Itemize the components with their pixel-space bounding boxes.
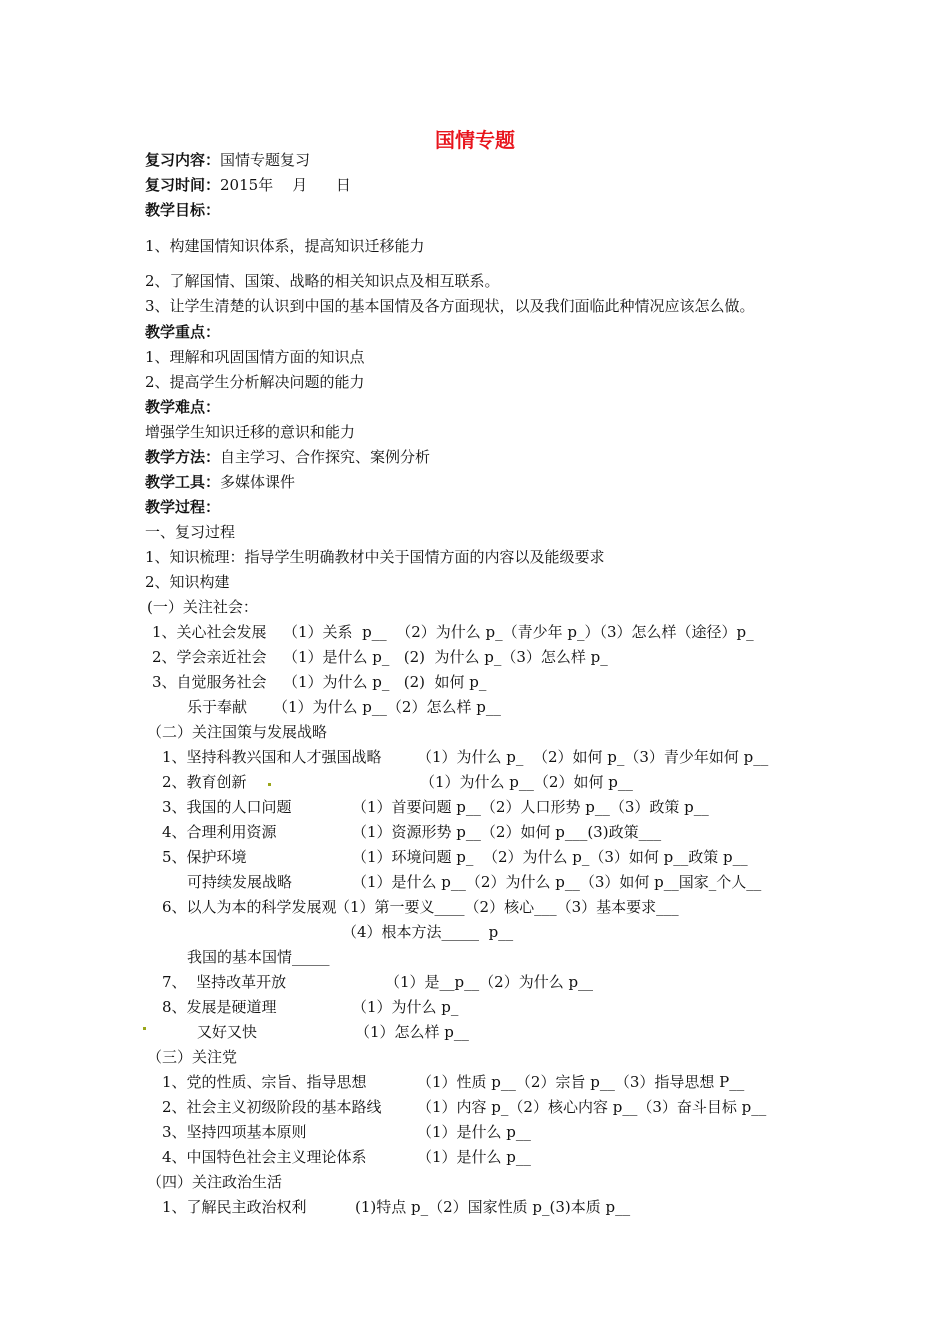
method-label: 教学方法： (145, 448, 221, 466)
process-label: 教学过程： (145, 498, 221, 516)
section1-row-label: 乐于奉献 (187, 698, 248, 716)
section2-row-detail: （1）首要问题 p__（2）人口形势 p__（3）政策 p__ (352, 798, 709, 816)
section2-row-label: 可持续发展战略 (187, 873, 293, 891)
section2-row-label: 又好又快 (197, 1023, 258, 1041)
section4-row-label: 1、了解民主政治权利 (162, 1198, 307, 1216)
section2-row-detail: （1）为什么 p__（2）如何 p__ (420, 773, 633, 791)
speck-mark (143, 1027, 146, 1030)
section1-row-label: 2、学会亲近社会 (152, 648, 267, 666)
keypoint-item-1: 1、理解和巩固国情方面的知识点 (145, 348, 365, 366)
page-title: 国情专题 (435, 128, 515, 152)
section2-row-label: 8、发展是硬道理 (162, 998, 277, 1016)
process-item-1: 一、复习过程 (145, 523, 236, 541)
review-time-value: 2015年 月 日 (220, 176, 351, 194)
difficulty-text: 增强学生知识迁移的意识和能力 (145, 423, 356, 441)
keypoints-label: 教学重点： (145, 323, 221, 341)
review-time-label: 复习时间： (145, 176, 221, 194)
section1-row-label: 3、自觉服务社会 (152, 673, 267, 691)
section2-row-detail: （1）资源形势 p__（2）如何 p___(3)政策___ (352, 823, 662, 841)
section3-row-label: 1、党的性质、宗旨、指导思想 (162, 1073, 367, 1091)
goal-item-1: 1、构建国情知识体系，提高知识迁移能力 (145, 237, 425, 255)
review-content-line (145, 150, 310, 170)
section2-row-label: 5、保护环境 (162, 848, 247, 866)
review-content-value: 国情专题复习 (220, 151, 311, 169)
difficulty-label: 教学难点： (145, 398, 221, 416)
section-heading-policy: （二）关注国策与发展战略 (147, 723, 328, 741)
section2-row-label: 6、以人为本的科学发展观 (162, 898, 337, 916)
speck-mark (268, 783, 271, 786)
tools-value: 多媒体课件 (220, 473, 296, 491)
section2-row-label: 3、我国的人口问题 (162, 798, 292, 816)
section2-row-label: 2、教育创新 (162, 773, 247, 791)
section2-row-label: 4、合理利用资源 (162, 823, 277, 841)
section3-row-label: 4、中国特色社会主义理论体系 (162, 1148, 367, 1166)
section2-row-label: 7、 坚持改革开放 (162, 973, 287, 991)
section-heading-society: (一）关注社会： (147, 598, 258, 616)
section-heading-party: （三）关注党 (147, 1048, 238, 1066)
section-heading-politics: （四）关注政治生活 (147, 1173, 283, 1191)
section2-row-detail: （4）根本方法_____ p__ (342, 923, 514, 941)
section1-row-detail: （1）关系 p__ （2）为什么 p_（青少年 p_）（3）怎么样（途径）p_ (283, 623, 754, 641)
process-item-3: 2、知识构建 (145, 573, 230, 591)
section2-row-detail: （1）环境问题 p_ （2）为什么 p_（3）如何 p__政策 p__ (352, 848, 748, 866)
tools-line (145, 472, 295, 492)
section2-row-detail: （1）怎么样 p__ (355, 1023, 469, 1041)
goal-item-2: 2、了解国情、国策、战略的相关知识点及相互联系。 (145, 272, 500, 290)
section1-row-detail: （1）为什么 p__（2）怎么样 p__ (273, 698, 501, 716)
section3-row-label: 2、社会主义初级阶段的基本路线 (162, 1098, 382, 1116)
tools-label: 教学工具： (145, 473, 221, 491)
method-value: 自主学习、合作探究、案例分析 (220, 448, 431, 466)
section3-row-detail: （1）性质 p__（2）宗旨 p__（3）指导思想 P__ (417, 1073, 745, 1091)
section2-row-label: 我国的基本国情_____ (187, 948, 330, 966)
section2-row-detail: （1）是__p__（2）为什么 p__ (385, 973, 594, 991)
section2-row-detail: （1）为什么 p_ (352, 998, 459, 1016)
method-line (145, 447, 430, 467)
process-item-2: 1、知识梳理：指导学生明确教材中关于国情方面的内容以及能级要求 (145, 548, 605, 566)
section3-row-detail: （1）内容 p_（2）核心内容 p__（3）奋斗目标 p__ (417, 1098, 767, 1116)
section2-row-detail: （1）是什么 p__（2）为什么 p__（3）如何 p__国家_个人__ (352, 873, 762, 891)
section2-row-detail: （1）第一要义____（2）核心___（3）基本要求___ (335, 898, 679, 916)
keypoint-item-2: 2、提高学生分析解决问题的能力 (145, 373, 365, 391)
review-content-label: 复习内容： (145, 151, 221, 169)
section4-row-detail: (1)特点 p_（2）国家性质 p_(3)本质 p__ (355, 1198, 631, 1216)
section3-row-label: 3、坚持四项基本原则 (162, 1123, 307, 1141)
teaching-goals-label: 教学目标： (145, 201, 221, 219)
section3-row-detail: （1）是什么 p__ (417, 1148, 531, 1166)
section3-row-detail: （1）是什么 p__ (417, 1123, 531, 1141)
section1-row-detail: （1）是什么 p_ (2) 为什么 p_（3）怎么样 p_ (283, 648, 608, 666)
section1-row-label: 1、关心社会发展 (152, 623, 267, 641)
review-time-line (145, 175, 351, 195)
section2-row-label: 1、坚持科教兴国和人才强国战略 (162, 748, 382, 766)
section1-row-detail: （1）为什么 p_ (2) 如何 p_ (283, 673, 487, 691)
goal-item-3: 3、让学生清楚的认识到中国的基本国情及各方面现状，以及我们面临此种情况应该怎么做。 (145, 297, 755, 315)
section2-row-detail: （1）为什么 p_ （2）如何 p_（3）青少年如何 p__ (417, 748, 769, 766)
